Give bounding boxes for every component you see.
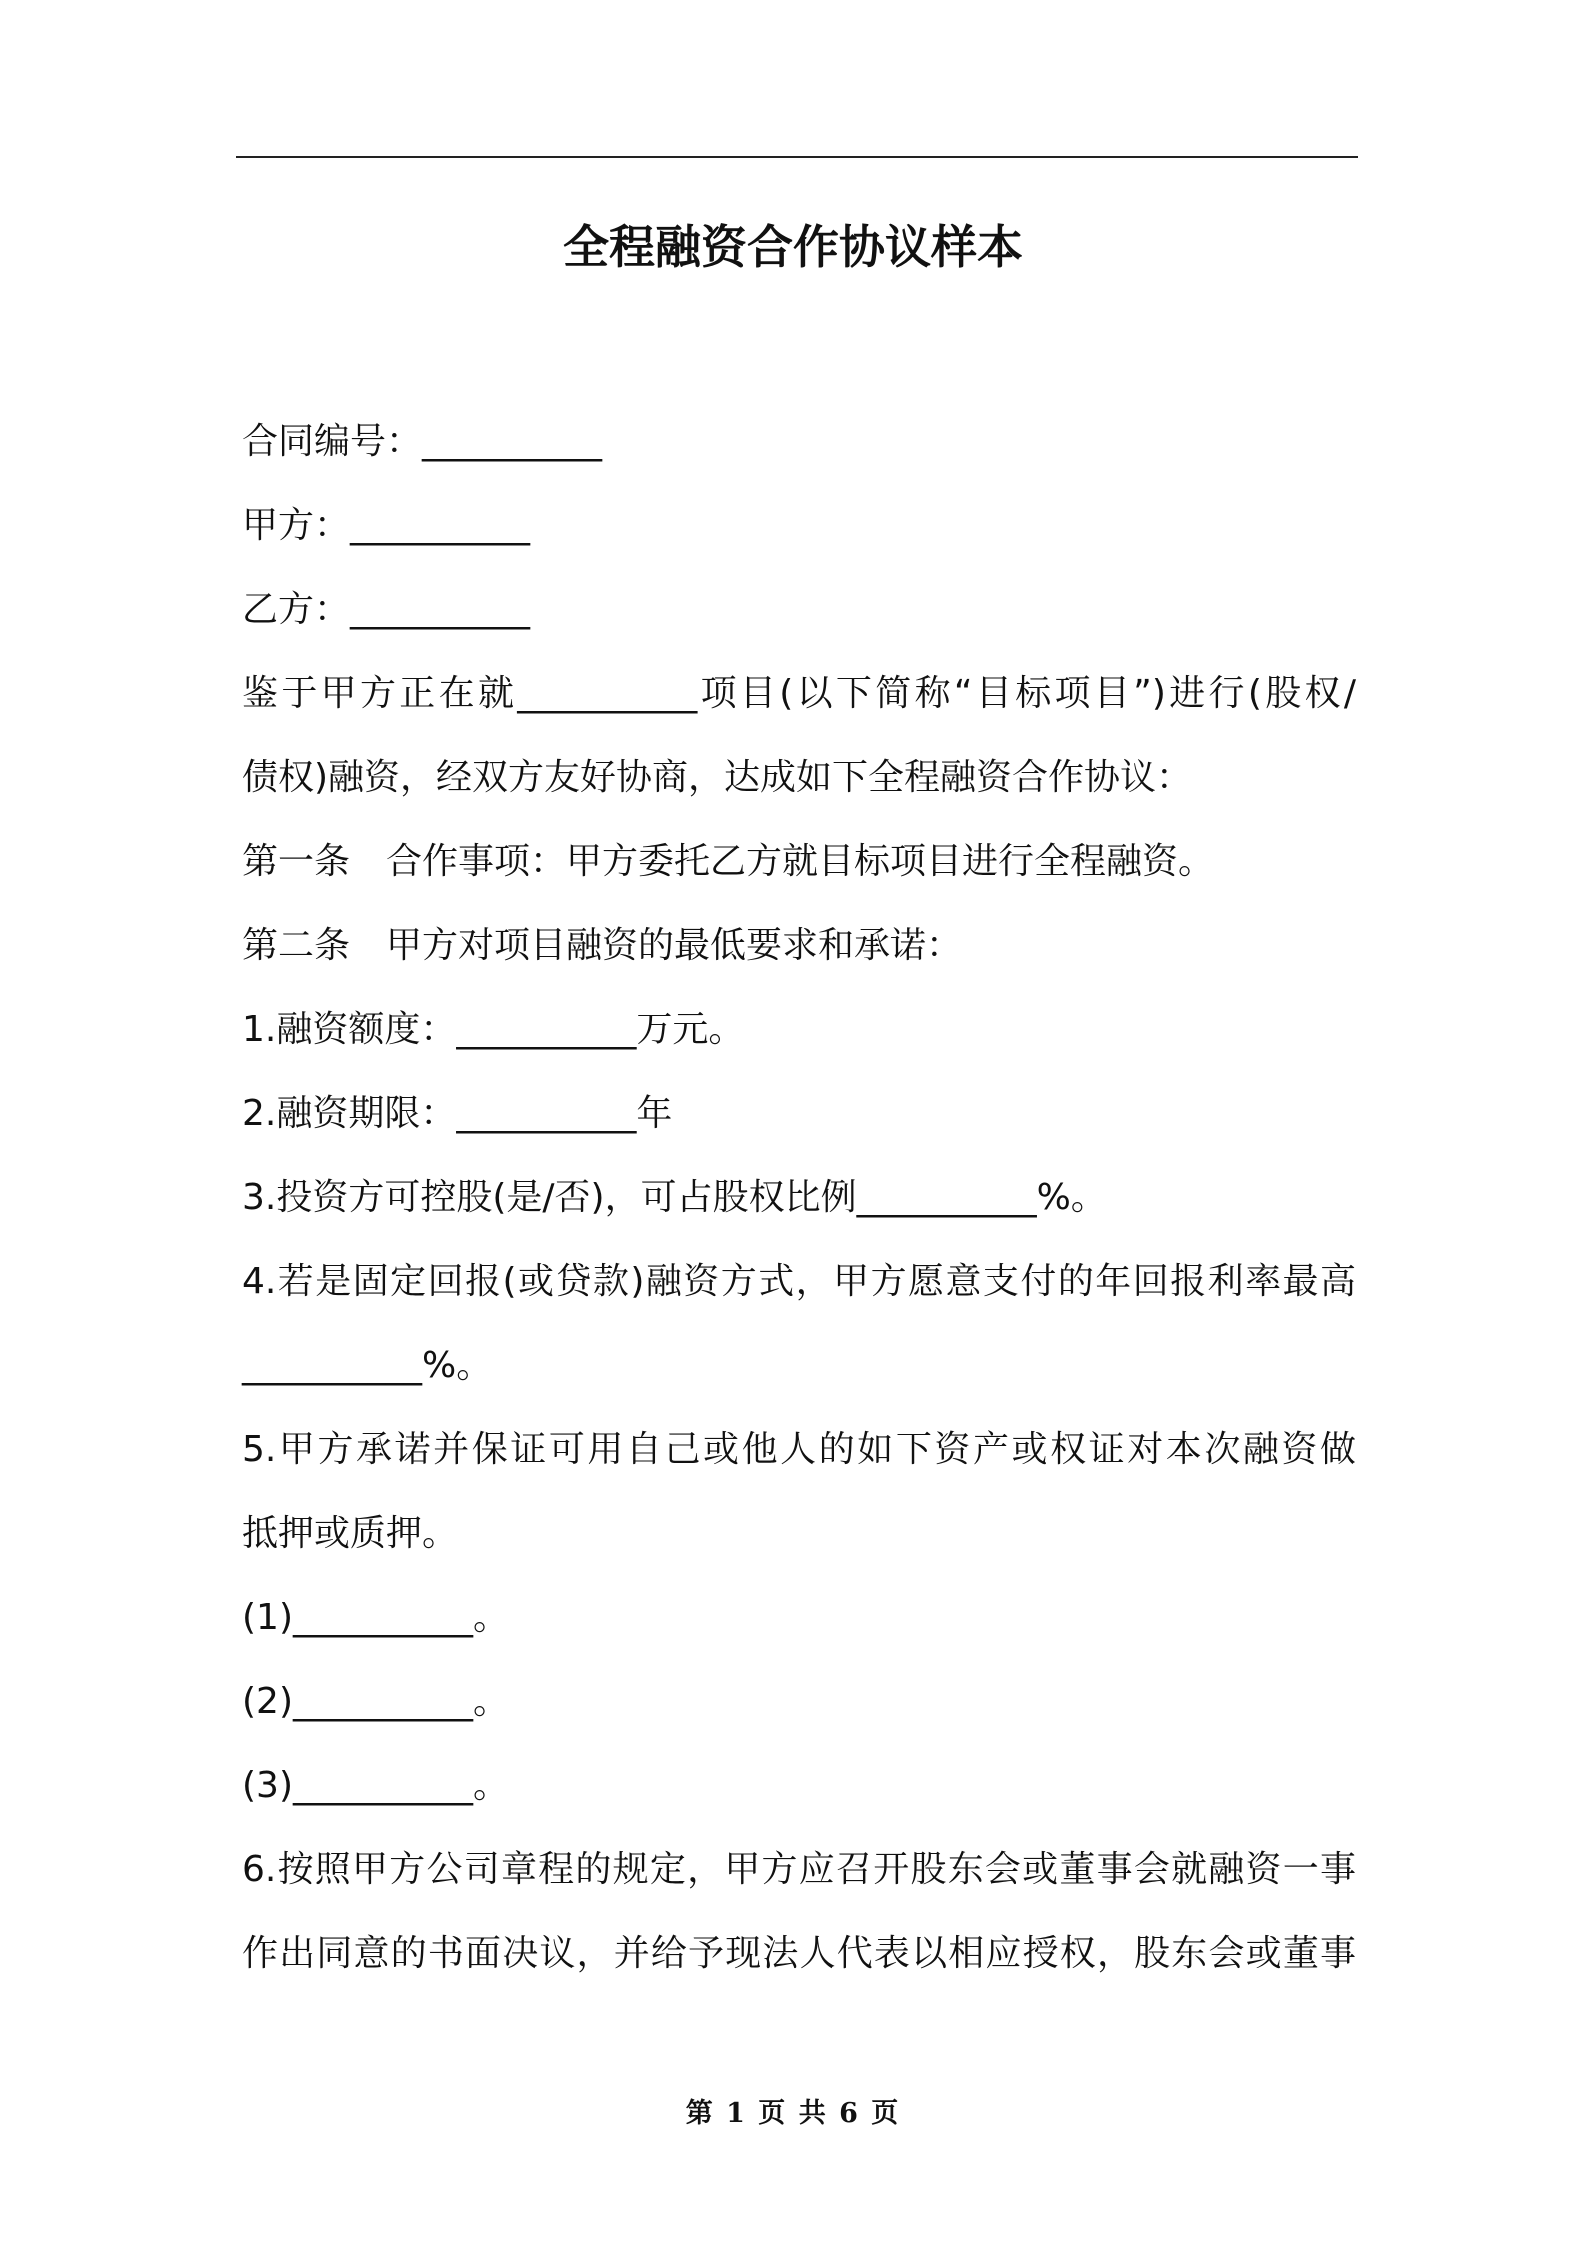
article-one-line: 第一条 合作事项：甲方委托乙方就目标项目进行全程融资。	[242, 841, 1215, 882]
collateral-item: (2)__________。	[242, 1681, 509, 1722]
document-title: 全程融资合作协议样本	[563, 220, 1023, 274]
preamble-line: 鉴于甲方正在就__________项目(以下简称“目标项目”)进行(股权/	[242, 673, 1356, 714]
clause-line: __________%。	[242, 1345, 493, 1386]
clause-line: 6.按照甲方公司章程的规定，甲方应召开股东会或董事会就融资一事	[242, 1849, 1356, 1890]
collateral-item: (3)__________。	[242, 1765, 509, 1806]
page-number: 第 1 页 共 6 页	[685, 2098, 901, 2129]
clause-line: 3.投资方可控股(是/否)，可占股权比例__________%。	[242, 1177, 1107, 1218]
party-a-line: 甲方：__________	[242, 505, 531, 546]
clause-line: 作出同意的书面决议，并给予现法人代表以相应授权，股东会或董事	[242, 1933, 1356, 1974]
party-b-line: 乙方：__________	[242, 589, 531, 630]
clause-line: 抵押或质押。	[242, 1513, 459, 1554]
clause-line: 4.若是固定回报(或贷款)融资方式，甲方愿意支付的年回报利率最高	[242, 1261, 1356, 1302]
clause-line: 5.甲方承诺并保证可用自己或他人的如下资产或权证对本次融资做	[242, 1429, 1356, 1470]
article-two-heading: 第二条 甲方对项目融资的最低要求和承诺：	[242, 925, 963, 966]
preamble-line: 债权)融资，经双方友好协商，达成如下全程融资合作协议：	[242, 757, 1193, 798]
clause-line: 2.融资期限：__________年	[242, 1093, 673, 1134]
contract-number-line: 合同编号：__________	[242, 421, 603, 462]
clause-line: 1.融资额度：__________万元。	[242, 1009, 745, 1050]
collateral-item: (1)__________。	[242, 1597, 509, 1638]
header-rule	[236, 156, 1358, 158]
